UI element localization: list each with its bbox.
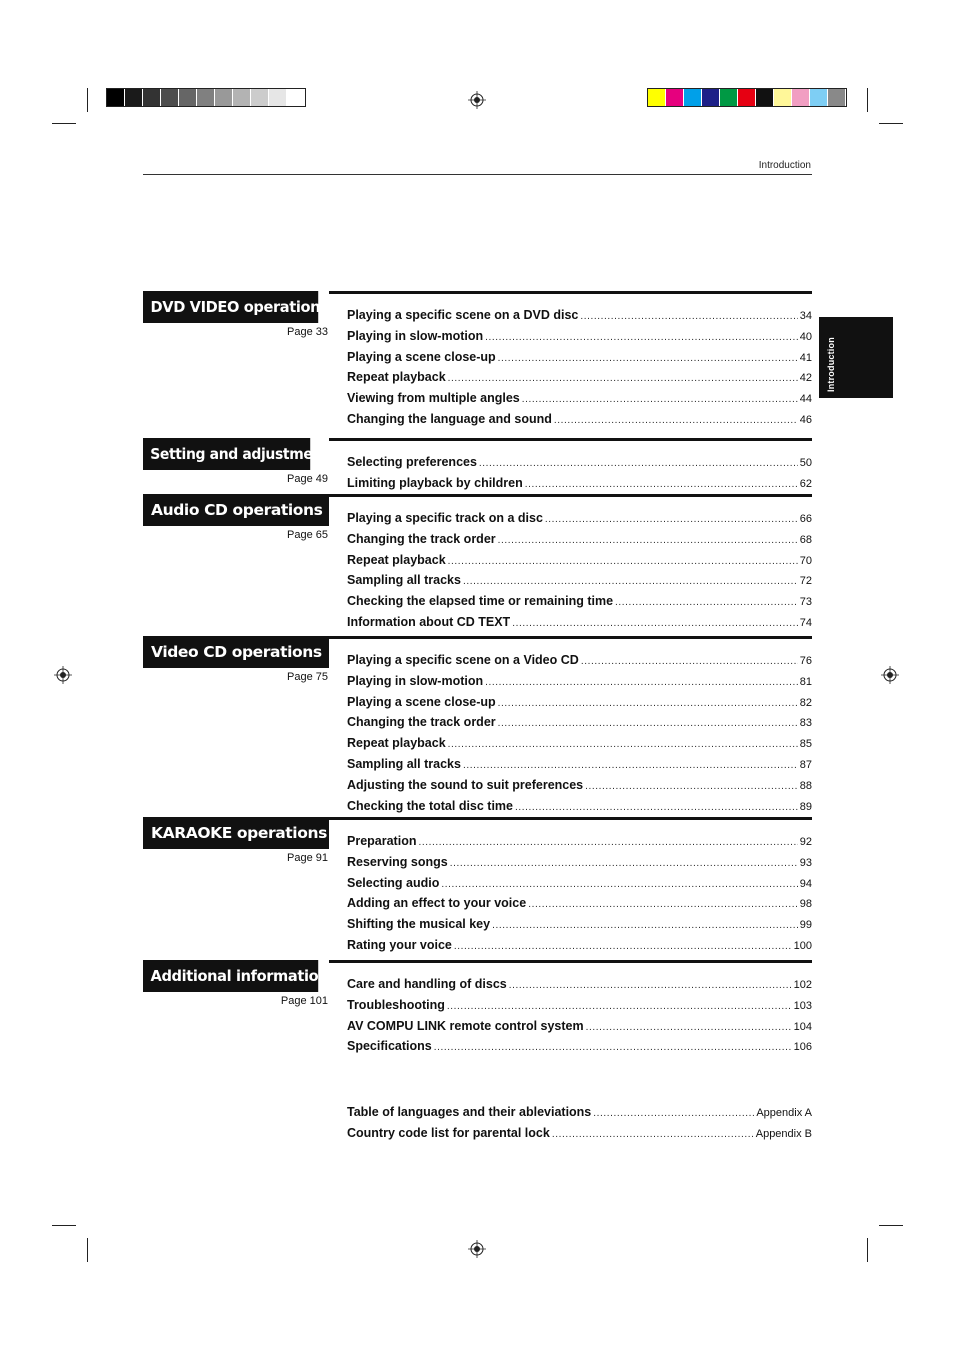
dot-leader: [479, 456, 798, 472]
dot-leader: [450, 856, 798, 872]
dot-leader: [585, 779, 798, 795]
toc-entry-title: Care and handling of discs: [347, 977, 507, 991]
section-page-ref: Page 65: [287, 529, 328, 541]
toc-entry[interactable]: [347, 895, 812, 911]
toc-entry[interactable]: [347, 1038, 812, 1054]
toc-entry[interactable]: [347, 798, 812, 814]
section-rule: [329, 636, 812, 639]
toc-entry-title: Selecting preferences: [347, 455, 477, 469]
toc-entry-page: 41: [799, 351, 812, 364]
toc-entry[interactable]: [347, 1125, 812, 1141]
toc-entry-page: 62: [799, 477, 812, 490]
toc-entry-title: Reserving songs: [347, 854, 448, 869]
toc-entry-page: 42: [799, 372, 812, 385]
toc-entry-page: 102: [793, 979, 812, 991]
dot-leader: [448, 371, 798, 387]
toc-entry[interactable]: [347, 328, 812, 344]
toc-entry-title: Sampling all tracks: [347, 573, 461, 588]
toc-entry[interactable]: [347, 652, 812, 668]
toc-entry[interactable]: [347, 531, 812, 547]
color-swatch: [269, 89, 287, 106]
toc-entry-title: Changing the track order: [347, 715, 496, 730]
section-title[interactable]: KARAOKE operations: [143, 817, 329, 849]
toc-entry[interactable]: [347, 390, 812, 406]
toc-entry[interactable]: [347, 454, 812, 470]
color-swatch: [287, 89, 305, 106]
toc-entry-page: 94: [799, 877, 812, 890]
color-swatch: [161, 89, 179, 106]
registration-mark-icon: [468, 91, 486, 109]
registration-mark-icon: [54, 666, 72, 684]
toc-entry-page: 66: [799, 513, 812, 525]
color-swatch: [143, 89, 161, 106]
toc-entry-title: Troubleshooting: [347, 997, 445, 1012]
dot-leader: [463, 758, 798, 774]
toc-entry[interactable]: [347, 854, 812, 870]
toc-entry-title: Checking the elapsed time or remaining time: [347, 594, 614, 609]
toc-entry-title: Repeat playback: [347, 736, 446, 751]
toc-entry-title: Playing a specific track on a disc: [347, 511, 543, 525]
color-swatch: [125, 89, 143, 106]
side-tab-label: Introduction: [826, 337, 836, 392]
toc-entry[interactable]: [347, 510, 812, 526]
header-rule: [143, 174, 812, 175]
toc-entry-title: AV COMPU LINK remote control system: [347, 1018, 584, 1033]
toc-entry[interactable]: [347, 694, 812, 710]
toc-entry-page: 76: [799, 655, 812, 667]
crop-mark: [52, 123, 76, 124]
section-page-ref: Page 49: [287, 473, 328, 485]
toc-entry-title: Sampling all tracks: [347, 757, 461, 771]
dot-leader: [512, 616, 798, 632]
toc-entry-title: Rating your voice: [347, 938, 452, 952]
dot-leader: [586, 1020, 792, 1036]
color-swatch: [702, 89, 720, 106]
toc-entry-title: Changing the track order: [347, 531, 496, 546]
toc-entry-page: 103: [793, 999, 812, 1012]
toc-entry-title: Adjusting the sound to suit preferences: [347, 777, 584, 792]
toc-entry-page: 106: [793, 1041, 812, 1054]
dot-leader: [463, 574, 798, 590]
toc-entry-page: 104: [793, 1020, 812, 1033]
toc-entry-title: Playing a specific scene on a Video CD: [347, 653, 579, 667]
toc-entry-title: Information about CD TEXT: [347, 615, 511, 629]
dot-leader: [528, 897, 798, 913]
color-swatch: [197, 89, 215, 106]
toc-entry-title: Preparation: [347, 834, 417, 848]
color-swatch: [810, 89, 828, 106]
toc-entry-page: 73: [799, 596, 812, 609]
section-page-ref: Page 101: [280, 995, 328, 1007]
toc-entry-page: 44: [799, 393, 812, 406]
toc-entry-title: Specifications: [347, 1039, 432, 1054]
color-swatch: [251, 89, 269, 106]
toc-entry[interactable]: [347, 937, 812, 953]
grayscale-calibration-bar: [106, 88, 306, 107]
dot-leader: [525, 477, 798, 493]
toc-entry[interactable]: [347, 714, 812, 730]
toc-entry[interactable]: [347, 673, 812, 689]
toc-entry-title: Playing a scene close-up: [347, 349, 496, 364]
toc-entry-title: Country code list for parental lock: [347, 1126, 550, 1140]
toc-entry-page: 72: [799, 575, 812, 588]
toc-entry-title: Repeat playback: [347, 552, 446, 567]
registration-mark-icon: [881, 666, 899, 684]
toc-entry-title: Table of languages and their ableviations: [347, 1105, 592, 1119]
registration-mark-icon: [468, 1240, 486, 1258]
toc-entry-title: Changing the language and sound: [347, 412, 552, 426]
crop-mark: [867, 1238, 868, 1262]
crop-mark: [867, 88, 868, 112]
dot-leader: [498, 716, 798, 732]
dot-leader: [498, 533, 798, 549]
color-swatch: [179, 89, 197, 106]
dot-leader: [448, 554, 798, 570]
toc-entry-title: Repeat playback: [347, 370, 446, 385]
dot-leader: [485, 675, 798, 691]
toc-entry[interactable]: [347, 1104, 812, 1120]
color-swatch: [828, 89, 846, 106]
dot-leader: [552, 1127, 754, 1143]
dot-leader: [522, 392, 798, 408]
toc-entry-title: Playing in slow-motion: [347, 673, 484, 688]
toc-entry-page: 87: [799, 759, 812, 771]
toc-entry-page: 88: [799, 779, 812, 792]
dot-leader: [454, 939, 792, 955]
toc-entry-page: 40: [799, 330, 812, 343]
dot-leader: [498, 696, 798, 712]
toc-entry-title: Playing a scene close-up: [347, 694, 496, 709]
color-swatch: [233, 89, 251, 106]
toc-entry[interactable]: [347, 614, 812, 630]
toc-entry[interactable]: [347, 875, 812, 891]
toc-entry-title: Playing in slow-motion: [347, 328, 484, 343]
color-swatch: [738, 89, 756, 106]
toc-entry[interactable]: [347, 735, 812, 751]
toc-entry-page: 89: [799, 800, 812, 813]
toc-entry[interactable]: [347, 1018, 812, 1034]
color-swatch: [107, 89, 125, 106]
toc-entry-page: 82: [799, 696, 812, 709]
crop-mark: [879, 123, 903, 124]
toc-entry-page: 83: [799, 717, 812, 730]
color-swatch: [756, 89, 774, 106]
section-title[interactable]: Setting and adjustment: [143, 438, 310, 470]
toc-entry-page: 100: [793, 940, 812, 952]
toc-entry[interactable]: [347, 475, 812, 491]
toc-entry[interactable]: [347, 572, 812, 588]
section-title[interactable]: Audio CD operations: [143, 494, 329, 526]
section-page-ref: Page 75: [287, 671, 328, 683]
toc-entry-title: Checking the total disc time: [347, 798, 514, 813]
crop-mark: [87, 1238, 88, 1262]
dot-leader: [580, 309, 797, 325]
dot-leader: [448, 737, 798, 753]
toc-entry-page: 70: [799, 554, 812, 567]
toc-entry-page: 85: [799, 738, 812, 751]
toc-entry-page: 46: [799, 414, 812, 426]
color-swatch: [666, 89, 684, 106]
toc-entry-page: 68: [799, 533, 812, 546]
dot-leader: [615, 595, 798, 611]
color-swatch: [648, 89, 666, 106]
toc-entry-title: Shifting the musical key: [347, 917, 491, 932]
dot-leader: [593, 1106, 754, 1122]
section-page-ref: Page 91: [287, 852, 328, 864]
toc-entry-page: 99: [799, 919, 812, 932]
toc-entry-page: 81: [799, 675, 812, 688]
toc-entry-page: 34: [799, 310, 812, 322]
toc-entry-title: Selecting audio: [347, 875, 440, 890]
toc-entry[interactable]: [347, 833, 812, 849]
section-title[interactable]: Additional information: [143, 960, 318, 992]
running-header: Introduction: [758, 160, 811, 171]
toc-entry[interactable]: [347, 976, 812, 992]
toc-entry-title: Viewing from multiple angles: [347, 391, 520, 406]
dot-leader: [492, 918, 798, 934]
color-calibration-bar: [647, 88, 847, 107]
section-rule: [329, 494, 812, 497]
toc-entry[interactable]: [347, 307, 812, 323]
dot-leader: [441, 877, 797, 893]
dot-leader: [447, 999, 792, 1015]
dot-leader: [581, 654, 798, 670]
toc-entry-page: Appendix B: [755, 1128, 812, 1140]
crop-mark: [52, 1225, 76, 1226]
crop-mark: [879, 1225, 903, 1226]
color-swatch: [215, 89, 233, 106]
section-page-ref: Page 33: [287, 326, 328, 338]
color-swatch: [792, 89, 810, 106]
color-swatch: [684, 89, 702, 106]
toc-entry-title: Limiting playback by children: [347, 475, 523, 490]
color-swatch: [720, 89, 738, 106]
toc-entry-page: 74: [799, 617, 812, 629]
toc-entry[interactable]: [347, 593, 812, 609]
section-title[interactable]: DVD VIDEO operations: [143, 291, 318, 323]
dot-leader: [554, 413, 798, 429]
toc-entry[interactable]: [347, 777, 812, 793]
dot-leader: [515, 800, 798, 816]
toc-entry-page: 93: [799, 856, 812, 869]
toc-entry-page: 92: [799, 836, 812, 848]
section-rule: [329, 960, 812, 963]
toc-entry-page: Appendix A: [756, 1107, 812, 1119]
dot-leader: [509, 978, 792, 994]
section-rule: [329, 817, 812, 820]
section-rule: [329, 438, 812, 441]
section-rule: [329, 291, 812, 294]
crop-mark: [87, 88, 88, 112]
toc-entry[interactable]: [347, 411, 812, 427]
dot-leader: [485, 330, 798, 346]
dot-leader: [498, 351, 798, 367]
toc-entry-title: Playing a specific scene on a DVD disc: [347, 308, 579, 322]
dot-leader: [434, 1040, 792, 1056]
toc-entry[interactable]: [347, 349, 812, 365]
toc-entry[interactable]: [347, 369, 812, 385]
dot-leader: [418, 835, 797, 851]
toc-entry[interactable]: [347, 997, 812, 1013]
toc-entry-title: Adding an effect to your voice: [347, 896, 527, 911]
section-title[interactable]: Video CD operations: [143, 636, 329, 668]
toc-entry[interactable]: [347, 552, 812, 568]
toc-entry[interactable]: [347, 756, 812, 772]
toc-entry[interactable]: [347, 916, 812, 932]
toc-entry-page: 50: [799, 457, 812, 469]
color-swatch: [774, 89, 792, 106]
toc-entry-page: 98: [799, 898, 812, 911]
dot-leader: [545, 512, 798, 528]
